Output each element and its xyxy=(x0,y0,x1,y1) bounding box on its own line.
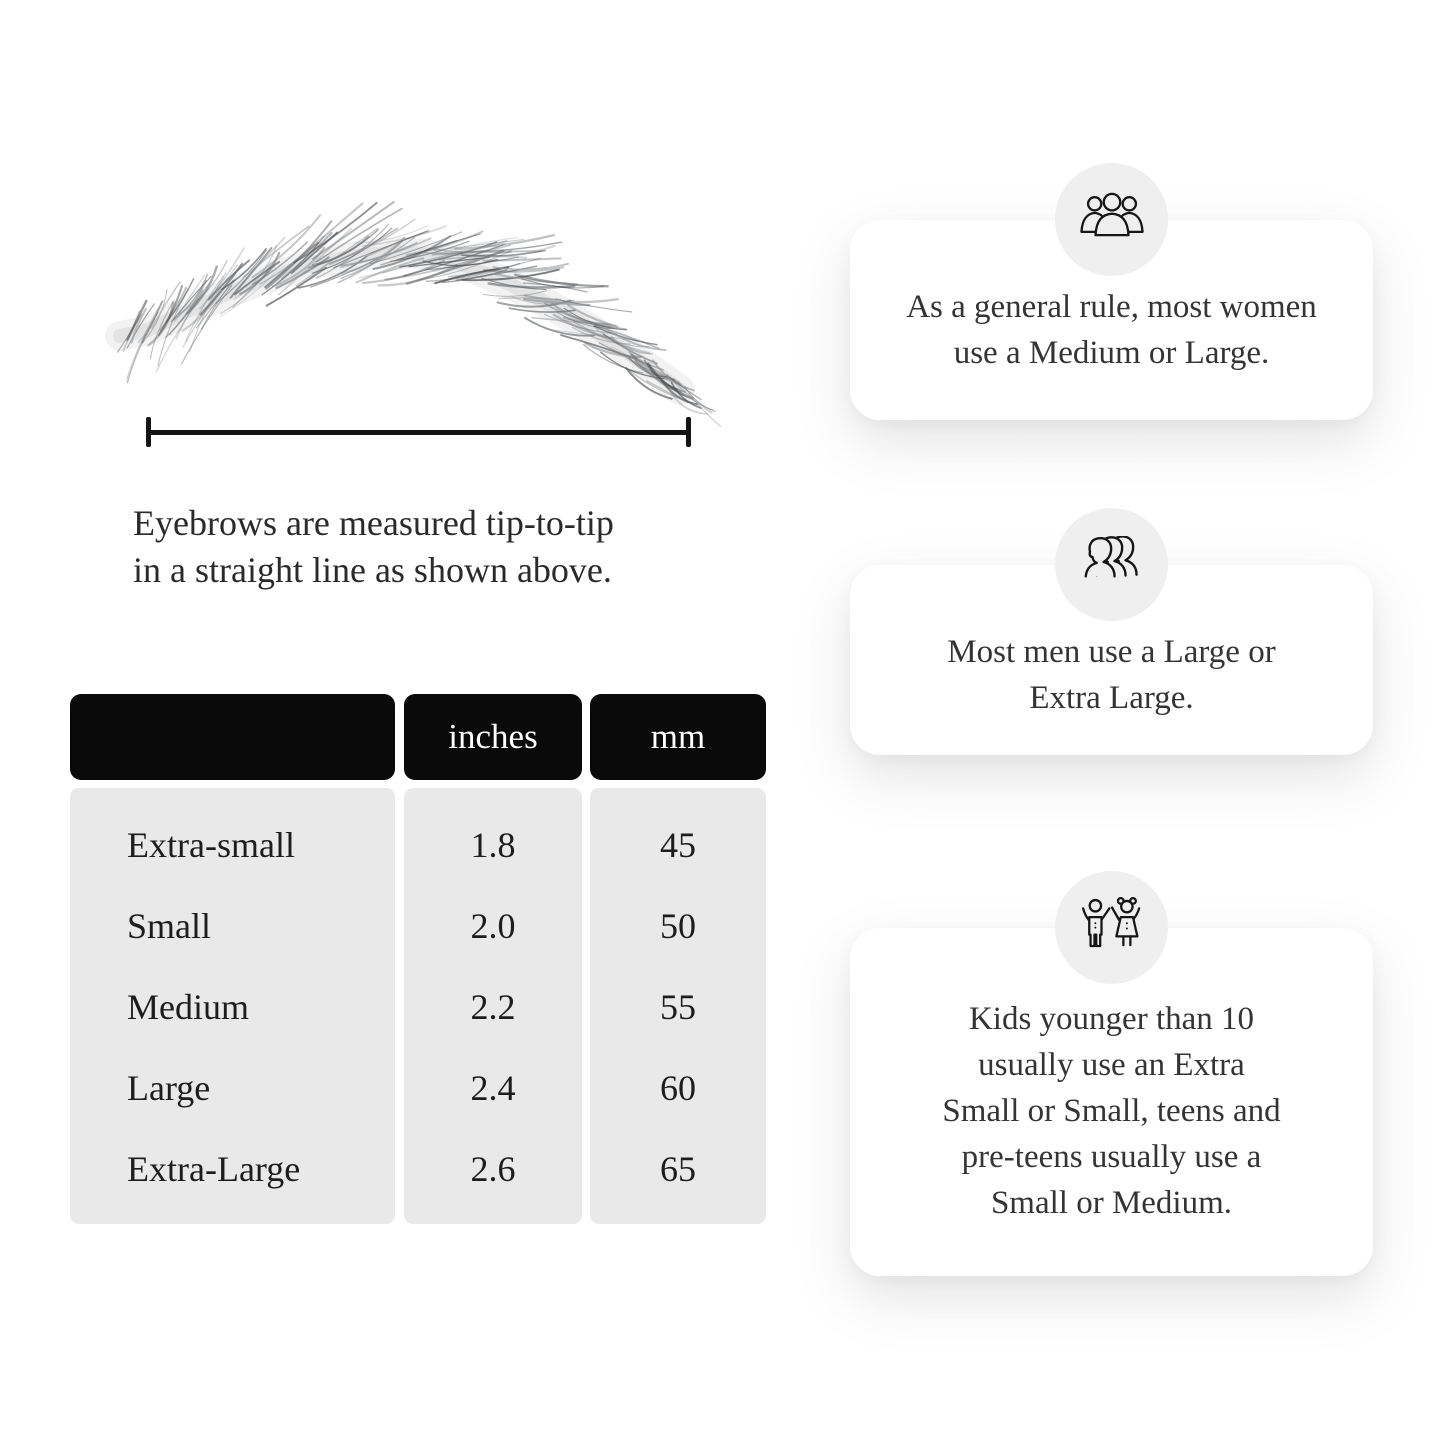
children-icon xyxy=(1077,896,1147,959)
table-cell: 50 xyxy=(660,905,696,946)
table-cell: 45 xyxy=(660,824,696,865)
measure-bar xyxy=(146,430,691,435)
info-card-men xyxy=(850,565,1373,755)
table-column-inches xyxy=(404,788,582,1224)
table-cell: 65 xyxy=(660,1148,696,1189)
icon-circle xyxy=(1055,163,1168,276)
table-cell: 2.4 xyxy=(470,1067,516,1108)
table-cell: Extra-small xyxy=(127,824,295,865)
table-header-inches: inches xyxy=(404,694,582,780)
icon-circle xyxy=(1055,508,1168,621)
men-group-icon xyxy=(1079,536,1145,593)
women-group-icon xyxy=(1079,191,1145,248)
table-column-size xyxy=(70,788,395,1224)
measurement-line xyxy=(146,417,691,447)
table-cell: 55 xyxy=(660,986,696,1027)
eyebrow-hairs xyxy=(118,202,721,427)
table-column-mm xyxy=(590,788,766,1224)
table-cell: 1.8 xyxy=(470,824,516,865)
info-card-women xyxy=(850,220,1373,420)
table-cell: Small xyxy=(127,905,212,946)
table-cell: 2.0 xyxy=(470,905,516,946)
table-header-mm: mm xyxy=(590,694,766,780)
measure-cap-right xyxy=(686,417,691,447)
card-text: Kids younger than 10 usually use an Extra Small or Small, teens and pre-teens usually use a Small or Medium. xyxy=(942,1001,1281,1221)
table-cell: 2.2 xyxy=(470,986,516,1027)
icon-circle xyxy=(1055,871,1168,984)
table-cell: Medium xyxy=(127,986,249,1027)
table-cell: Large xyxy=(127,1067,211,1108)
eyebrow-illustration xyxy=(115,228,705,398)
info-card-kids xyxy=(850,928,1373,1276)
table-cell: 2.6 xyxy=(470,1148,516,1189)
card-text: Most men use a Large or Extra Large. xyxy=(947,634,1276,716)
table-cell: Extra-Large xyxy=(127,1148,301,1189)
table-cell: 60 xyxy=(660,1067,696,1108)
figure-caption: Eyebrows are measured tip-to-tip in a straight line as shown above. xyxy=(133,503,614,590)
table-header-size xyxy=(70,694,395,780)
card-text: As a general rule, most women use a Medium or Large. xyxy=(906,289,1317,371)
